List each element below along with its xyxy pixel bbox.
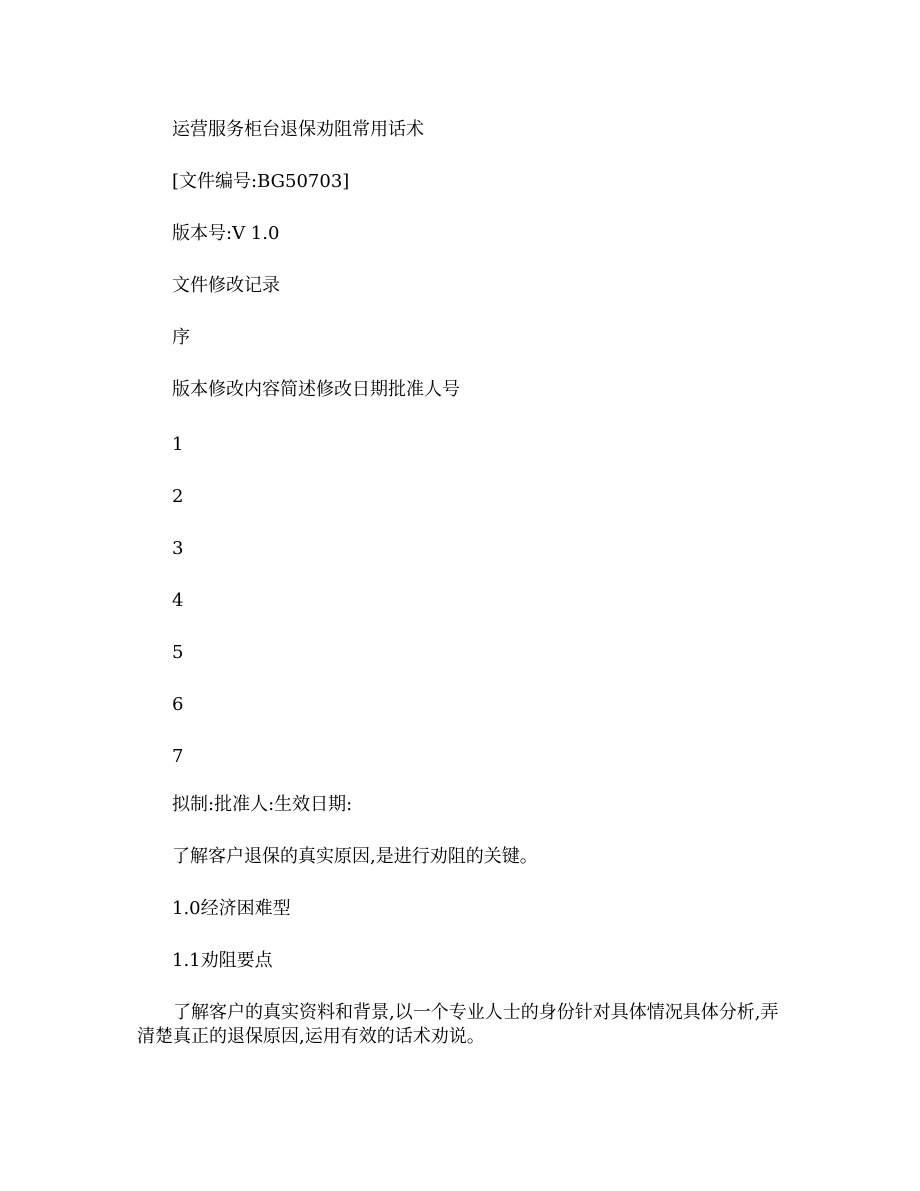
signature-line: 拟制:批准人:生效日期: xyxy=(172,794,353,815)
section-heading-1-0: 1.0经济困难型 xyxy=(172,898,291,919)
sequence-label: 序 xyxy=(172,327,190,348)
document-title: 运营服务柜台退保劝阻常用话术 xyxy=(172,119,424,140)
revision-row-number: 7 xyxy=(172,746,184,767)
revision-record-heading: 文件修改记录 xyxy=(172,275,280,296)
file-number: [文件编号:BG50703] xyxy=(172,171,350,192)
body-paragraph: 了解客户的真实资料和背景,以一个专业人士的身份针对具体情况具体分析,弄清楚真正的退保原因,运用有效的话术劝说。 xyxy=(137,1002,779,1047)
section-heading-1-1: 1.1劝阻要点 xyxy=(172,950,273,971)
intro-sentence: 了解客户退保的真实原因,是进行劝阻的关键。 xyxy=(172,846,538,867)
revision-row-number: 1 xyxy=(172,434,184,455)
revision-row-number: 4 xyxy=(172,590,184,611)
revision-table-header: 版本修改内容简述修改日期批准人号 xyxy=(172,379,460,400)
revision-row-number: 3 xyxy=(172,538,184,559)
revision-row-number: 6 xyxy=(172,694,184,715)
revision-row-number: 5 xyxy=(172,642,184,663)
version-number: 版本号:V 1.0 xyxy=(172,223,280,244)
revision-row-number: 2 xyxy=(172,486,184,507)
